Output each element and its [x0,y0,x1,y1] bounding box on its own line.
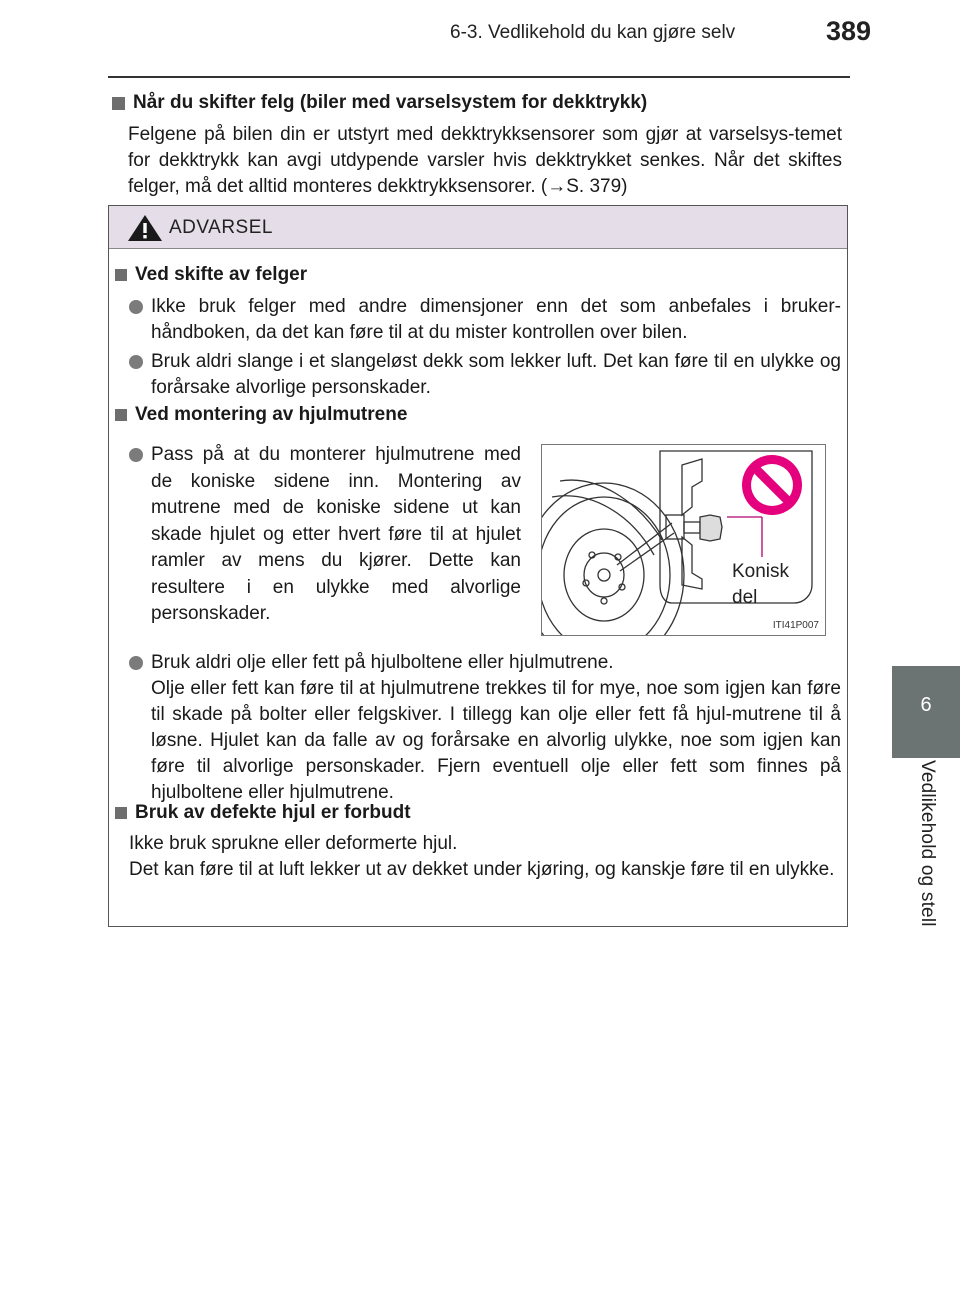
figure-label: del [732,587,758,608]
figure-code: ITI41P007 [772,620,819,631]
warning-subheading-text: Ved montering av hjulmutrene [135,404,408,425]
chapter-tab [892,666,960,758]
page-number: 389 [826,16,872,46]
paragraph-text: Det kan føre til at luft lekker ut av dekket under kjøring, og kanskje føre til en ulykke. [129,859,835,880]
figure-label: Konisk [732,561,790,582]
list-item-text: Ikke bruk felger med andre dimensjoner enn det som anbefales i bruker-håndboken, da det kan føre til at du mister kontrollen over bilen. [151,296,841,343]
chapter-number: 6 [920,694,932,716]
warning-subheading-text: Ved skifte av felger [135,264,308,285]
warning-subheading [115,802,411,824]
warning-subheading [115,264,307,286]
square-bullet-icon [115,807,127,819]
square-bullet-icon [115,269,127,281]
section-heading [112,92,647,114]
round-bullet-icon [129,448,143,462]
list-item-text: Bruk aldri slange i et slangeløst dekk som lekker luft. Det kan føre til en ulykke og forårsake alvorlige personskader. [151,351,841,398]
list-item [129,442,521,628]
list-item-text: Olje eller fett kan føre til at hjulmutrene trekkes til for mye, noe som igjen kan føre til skade på bolter eller felgskiver. I tillegg kan olje eller fett få hjul-mutrene til å løsne. Hjulet kan da falle av og forårsake en alvorlig ulykke, noe som igjen kan føre til alvorlige personskader. Fjern eventuell olje eller fett som finnes på hjulboltene eller hjulmutrene. [151,678,841,803]
square-bullet-icon [112,97,125,110]
list-item [129,294,841,346]
square-bullet-icon [115,409,127,421]
section-paragraph: Felgene på bilen din er utstyrt med dekktrykksensorer som gjør at varselsys-temet for dekktrykk kan avgi utdypende varsler hvis dekktrykket senkes. Når det skiftes felger, må det alltid monteres dekktrykksensorer. (→S. 379) [128,124,842,197]
wheel-nut-illustration [541,444,826,636]
round-bullet-icon [129,355,143,369]
list-item-text: Pass på at du monterer hjulmutrene med de koniske sidene inn. Montering av mutrene med de koniske sidene ut kan skade hjulet og etter hvert føre til at hjulet ramler av mens du kjører. Dette kan resultere i en ulykke med alvorlige personskader. [151,444,521,624]
warning-subheading-text: Bruk av defekte hjul er forbudt [135,802,411,823]
header-divider [108,76,850,78]
header-section-title: 6-3. Vedlikehold du kan gjøre selv [450,22,736,43]
section-heading-text: Når du skifter felg (biler med varselsystem for dekktrykk) [133,92,648,113]
paragraph-text: Ikke bruk sprukne eller deformerte hjul. [129,833,458,854]
chapter-label: Vedlikehold og stell [917,760,938,927]
warning-header [109,206,847,249]
wheel-nut-drawing [542,445,825,635]
warning-title: ADVARSEL [169,217,273,238]
warning-box [108,205,848,927]
list-item [129,349,841,401]
list-item-text: Bruk aldri olje eller fett på hjulboltene eller hjulmutrene. [151,652,614,673]
paragraph [129,831,841,883]
list-item [129,650,841,806]
round-bullet-icon [129,656,143,670]
round-bullet-icon [129,300,143,314]
warning-subheading [115,404,407,426]
warning-triangle-icon [127,214,163,242]
